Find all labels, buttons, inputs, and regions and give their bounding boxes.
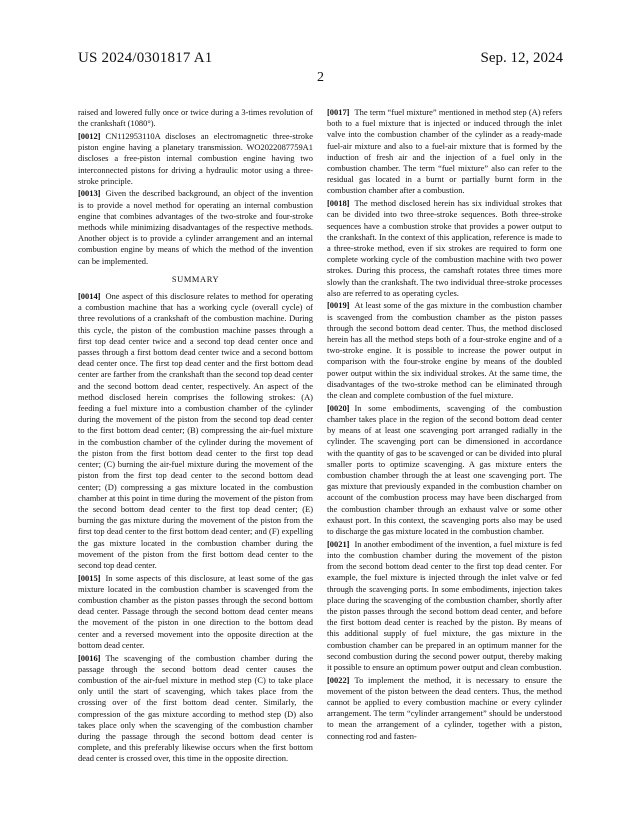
paragraph-text: Given the described background, an object of the invention is to provide a novel method for operating an internal combustion engine that combines advantages of the two-stroke and four-stroke methods while minimizing disadvantages of the respective methods. Another object is to provide a cylinder arrangement and an internal combustion engine by means of which the method of the invention can be implemented. bbox=[78, 188, 313, 266]
right-column bbox=[327, 107, 562, 743]
paragraph bbox=[327, 539, 562, 673]
paragraph bbox=[78, 107, 313, 129]
paragraph bbox=[327, 675, 562, 742]
paragraph bbox=[78, 291, 313, 571]
paragraph-number: [0018] bbox=[327, 198, 350, 209]
section-heading: SUMMARY bbox=[171, 273, 220, 284]
paragraph bbox=[327, 300, 562, 401]
paragraph-number: [0021] bbox=[327, 538, 350, 549]
left-column bbox=[78, 107, 313, 766]
paragraph bbox=[327, 107, 562, 197]
paragraph-text: The scavenging of the combustion chamber during the passage through the second bottom dead center causes the combustion of the air-fuel mixture in method step (C) to take place only until the start of scavenging, which takes place from the crossing over of the first bottom dead center. Similarly, the compression of the gas mixture according to method step (D) also takes place only when the scavenging of the combustion chamber during the passage through the second bottom dead center is complete, and this preferably likewise occurs when the first bottom dead center is crossed over, this time in the opposite direction. bbox=[78, 652, 313, 764]
paragraph bbox=[78, 653, 313, 765]
paragraph bbox=[78, 188, 313, 266]
paragraph bbox=[78, 573, 313, 651]
paragraph-text: One aspect of this disclosure relates to method for operating a combustion machine that has a working cycle (overall cycle) of three revolutions of a crankshaft of the combustion machine. During this cycle, the piston of the combustion machine passes through a first top dead center twice and a second top dead center once and passes through a first bottom dead center twice and a second bottom dead center once. The first top dead center and the first bottom dead center are farther from the crankshaft than the second top dead center and the second bottom dead center, respectively. An aspect of the method disclosed herein comprises the following strokes: (A) feeding a fuel mixture into a combustion chamber of the cylinder during the movement of the piston from the second top dead center to the first bottom dead center; (B) compressing the air-fuel mixture in the combustion chamber of the cylinder during the movement of the piston from the first bottom dead center to the first top dead center; (C) burning the air-fuel mixture during the movement of the piston from the first top dead center to the second bottom dead center; (D) compressing a gas mixture located in the combustion chamber at this point in time during the movement of the piston from the second bottom dead center to the first top dead center; (E) burning the gas mixture during the movement of the piston from the first top dead center to the first bottom dead center; and (F) expelling the gas mixture located in the combustion chamber during the movement of the piston from the first bottom dead center to the second top dead center. bbox=[78, 291, 313, 570]
publication-number: US 2024/0301817 A1 bbox=[78, 50, 213, 66]
paragraph-text: In some embodiments, scavenging of the combustion chamber takes place in the region of the second bottom dead center by means of at least one scavenging port arranged radially in the cylinder. The scavenging port can be dimensioned in accordance with the quantity of gas to be scavenged or can be divided into plural smaller ports to optimize scavenging. A gas mixture enters the combustion chamber through the at least one scavenging port. The gas mixture that previously expanded in the combustion chamber on account of the combustion process may have been discharged from the combustion chamber through an exhaust valve or some other exhaust port. In this context, the scavenging ports also may be used to discharge the gas mixture located in the combustion chamber. bbox=[327, 402, 562, 537]
paragraph-number: [0020] bbox=[327, 402, 350, 413]
paragraph-text: The term “fuel mixture” mentioned in method step (A) refers both to a fuel mixture that is injected or induced through the inlet valve into the combustion chamber of the cylinder as a ready-made fuel-air mixture and also to a fuel-air mixture that is formed by the induction of fresh air and the injection of a fuel only in the combustion chamber. The term “fuel mixture” also can refer to the residual gas located in a burnt or partially burnt form in the combustion chamber after a combustion. bbox=[327, 107, 562, 196]
paragraph-text: At least some of the gas mixture in the combustion chamber is scavenged from the combustion chamber as the piston passes through the second bottom dead center. Thus, the method disclosed herein has all the method steps both of a four-stroke engine and of a two-stroke engine. It is possible to increase the power output in comparison with the four-stroke engine by means of the doubled power output within the six individual strokes. At the same time, the disadvantages of the two-stroke method can be eliminated through the clean and complete combustion of the fuel mixture. bbox=[327, 300, 562, 401]
paragraph-number: [0015] bbox=[78, 572, 101, 583]
paragraph-number: [0016] bbox=[78, 652, 101, 663]
paragraph-text: The method disclosed herein has six individual strokes that can be divided into two three-stroke sequences. Both three-stroke sequences have a combustion stroke that provides a power output to the crankshaft. In the context of this application, reference is made to a three-stroke method, even if six strokes are required to form one complete working cycle of the combustion machine with two power strokes. During this process, the camshaft rotates three times more slowly than the crankshaft. The two individual three-stroke processes also are referred to as operating cycles. bbox=[327, 198, 562, 298]
paragraph-text: raised and lowered fully once or twice during a 3-times revolution of the crankshaft (1080°). bbox=[78, 107, 313, 129]
paragraph bbox=[78, 131, 313, 187]
paragraph bbox=[327, 198, 562, 299]
paragraph-text: In another embodiment of the invention, a fuel mixture is fed into the combustion chamber during the movement of the piston from the second bottom dead center to the first top dead center. For example, the fuel mixture is injected through the inlet valve or fed through the scavenging ports. In some embodiments, injection takes place during the scavenging of the combustion chamber, shortly after the piston passes through the second bottom dead center, and before the first bottom dead center is reached by the piston. By means of this additional supply of fuel mixture, the gas mixture in the combustion chamber can be prepared in an optimum manner for the second combustion during the second power output, thereby making it possible to ensure an optimum power output and clean combustion. bbox=[327, 538, 562, 672]
paragraph-text: To implement the method, it is necessary to ensure the movement of the piston between the dead centers. Thus, the method cannot be applied to every combustion machine or every cylinder arrangement. The term “cylinder arrangement” should be understood to mean the arrangement of a cylinder, together with a piston, connecting rod and fasten- bbox=[327, 674, 562, 741]
paragraph-number: [0019] bbox=[327, 300, 350, 311]
paragraph-number: [0013] bbox=[78, 188, 101, 199]
paragraph-text: In some aspects of this disclosure, at least some of the gas mixture located in the combustion chamber is scavenged from the combustion chamber as the piston passes through the second bottom dead center. Passage through the second bottom dead center means the movement of the piston in one direction to the bottom dead center and a reversed movement into the opposite direction at the bottom dead center. bbox=[78, 572, 313, 650]
publication-date: Sep. 12, 2024 bbox=[480, 50, 563, 66]
paragraph-text: CN112953110A discloses an electromagnetic three-stroke piston engine having a planetary transmission. WO2022087759A1 discloses a free-piston internal combustion engine having two interconnected pistons for driving a hydraulic motor using a three-stroke principle. bbox=[78, 130, 313, 186]
paragraph-number: [0012] bbox=[78, 130, 101, 141]
paragraph-number: [0022] bbox=[327, 674, 350, 685]
paragraph-number: [0014] bbox=[78, 291, 101, 302]
paragraph bbox=[327, 403, 562, 537]
paragraph-number: [0017] bbox=[327, 107, 350, 117]
page-number: 2 bbox=[317, 70, 324, 85]
